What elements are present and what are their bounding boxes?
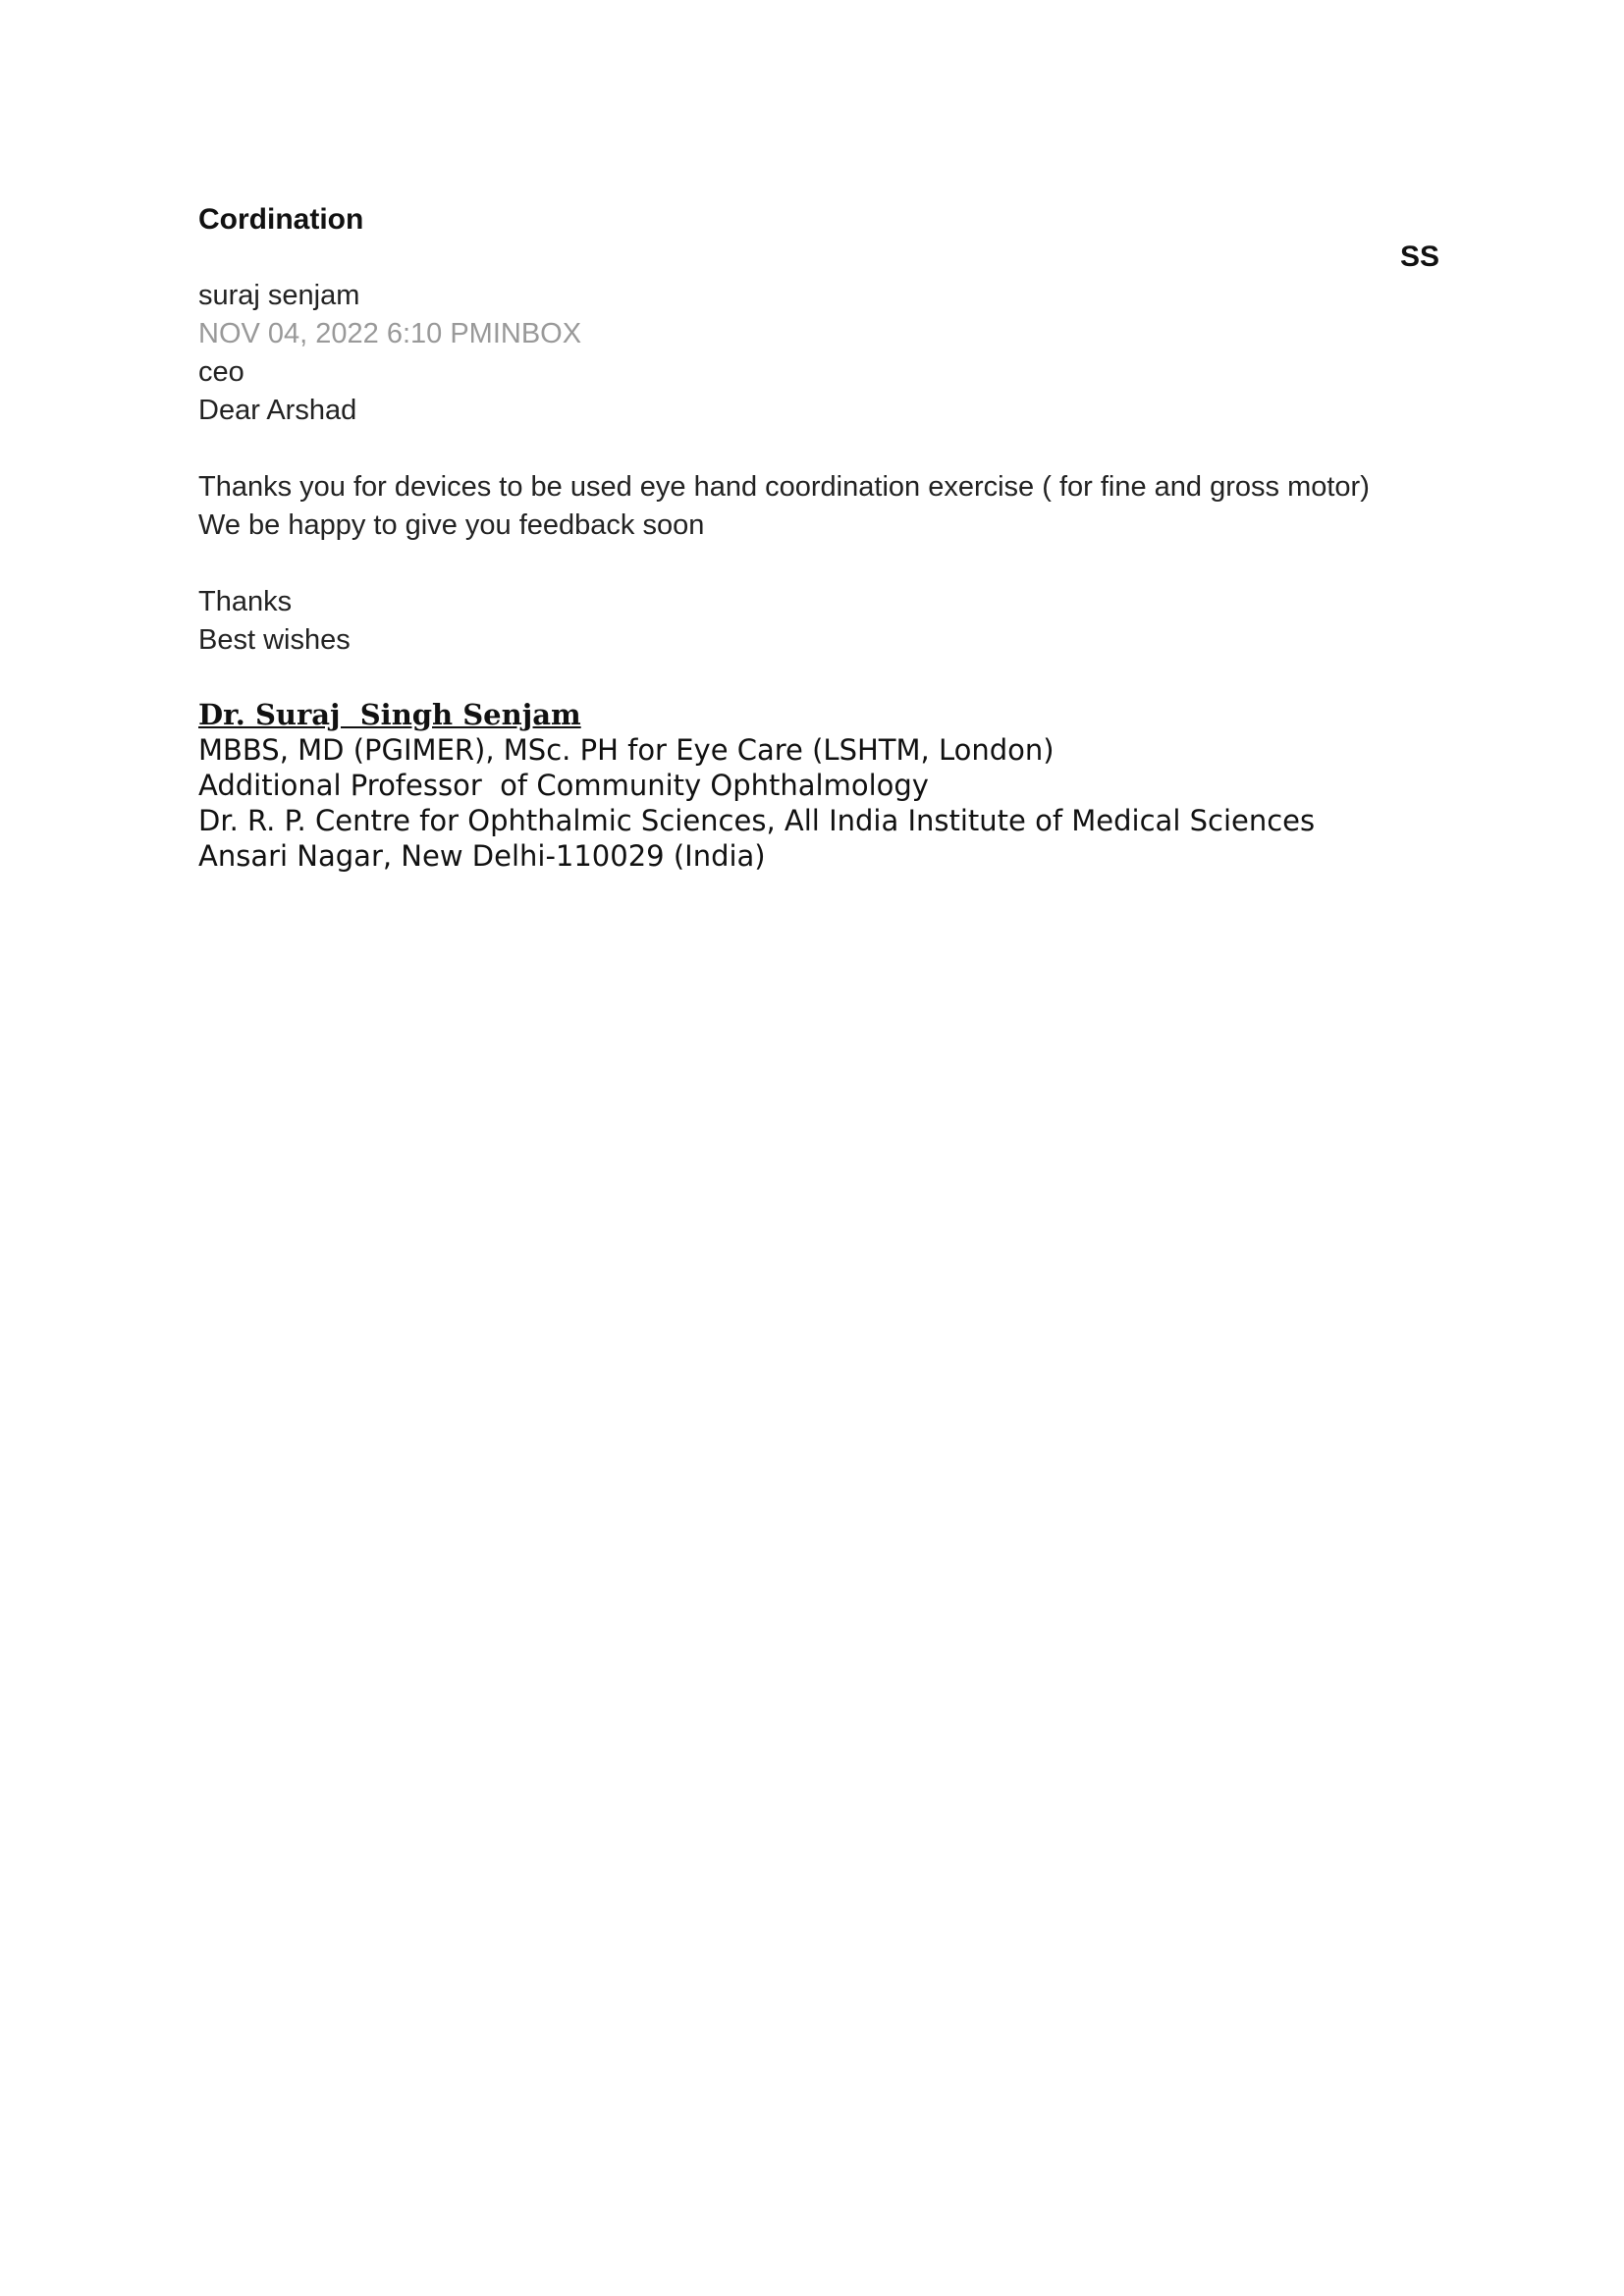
- signature-line: Dr. R. P. Centre for Ophthalmic Sciences, All India Institute of Medical Sciences: [198, 804, 1316, 837]
- recipient-name: ceo: [198, 356, 244, 388]
- email-closing: Thanks: [198, 586, 293, 617]
- sender-avatar-initials: SS: [1399, 240, 1439, 273]
- signature-line: MBBS, MD (PGIMER), MSc. PH for Eye Care (LSHTM, London): [198, 733, 1055, 767]
- email-body-line: Thanks you for devices to be used eye hand coordination exercise ( for fine and gross motor): [198, 471, 1370, 503]
- signature-line: Additional Professor of Community Ophthalmology: [198, 769, 929, 802]
- signature-name: Dr. Suraj Singh Senjam: [198, 698, 581, 731]
- email-body-line: We be happy to give you feedback soon: [198, 509, 705, 541]
- email-date-folder: NOV 04, 2022 6:10 PMINBOX: [198, 318, 582, 349]
- email-greeting: Dear Arshad: [198, 395, 357, 426]
- sender-name: suraj senjam: [198, 280, 360, 311]
- signature-line: Ansari Nagar, New Delhi-110029 (India): [198, 839, 766, 873]
- email-closing: Best wishes: [198, 624, 351, 656]
- email-subject: Cordination: [198, 203, 364, 236]
